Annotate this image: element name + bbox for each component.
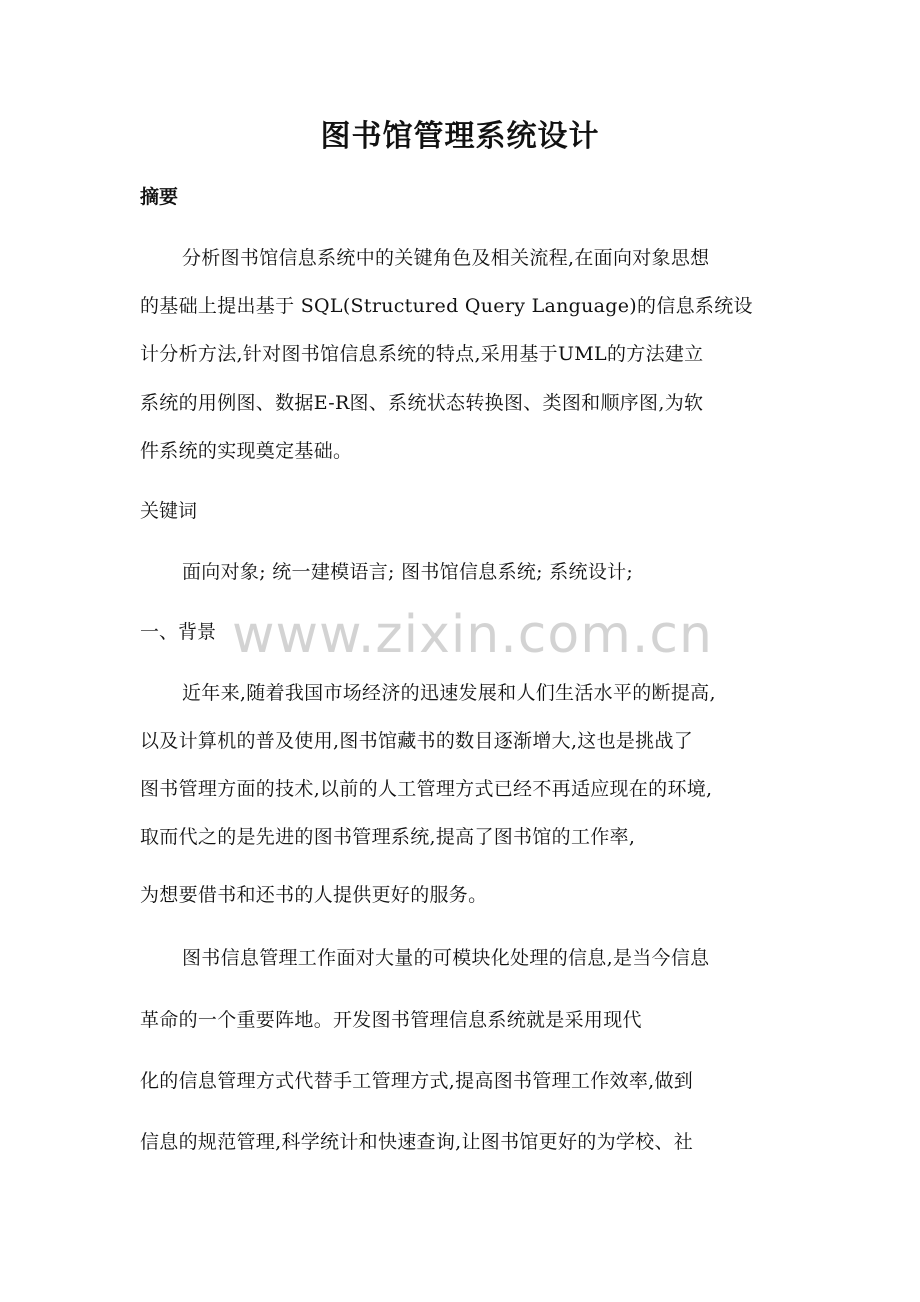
paragraph-line: 近年来,随着我国市场经济的迅速发展和人们生活水平的断提高,: [182, 682, 716, 704]
paragraph-line: 革命的一个重要阵地。开发图书管理信息系统就是采用现代: [140, 1009, 642, 1031]
section-heading-background: 一、背景: [140, 621, 217, 643]
keywords-heading: 关键词: [140, 500, 198, 522]
page-title: 图书馆管理系统设计: [320, 119, 600, 154]
paragraph-line: 信息的规范管理,科学统计和快速查询,让图书馆更好的为学校、社: [140, 1131, 694, 1153]
abstract-line: 分析图书馆信息系统中的关键角色及相关流程,在面向对象思想: [182, 247, 710, 269]
paragraph-line: 为想要借书和还书的人提供更好的服务。: [140, 884, 488, 906]
abstract-line: 计分析方法,针对图书馆信息系统的特点,采用基于UML的方法建立: [140, 343, 704, 365]
paragraph-line: 图书管理方面的技术,以前的人工管理方式已经不再适应现在的环境,: [140, 778, 713, 800]
keywords-line: 面向对象; 统一建模语言; 图书馆信息系统; 系统设计;: [182, 561, 634, 583]
paragraph-line: 图书信息管理工作面对大量的可模块化处理的信息,是当今信息: [182, 947, 710, 969]
watermark: www.zixin.com.cn: [232, 605, 713, 665]
abstract-line: 件系统的实现奠定基础。: [140, 440, 353, 462]
paragraph-line: 化的信息管理方式代替手工管理方式,提高图书管理工作效率,做到: [140, 1070, 694, 1092]
abstract-heading: 摘要: [140, 186, 179, 208]
abstract-line: 的基础上提出基于 SQL(Structured Query Language)的信息系统设: [140, 295, 753, 317]
abstract-line: 系统的用例图、数据E-R图、系统状态转换图、类图和顺序图,为软: [140, 392, 704, 414]
paragraph-line: 取而代之的是先进的图书管理系统,提高了图书馆的工作率,: [140, 826, 636, 848]
paragraph-line: 以及计算机的普及使用,图书馆藏书的数目逐渐增大,这也是挑战了: [140, 730, 694, 752]
